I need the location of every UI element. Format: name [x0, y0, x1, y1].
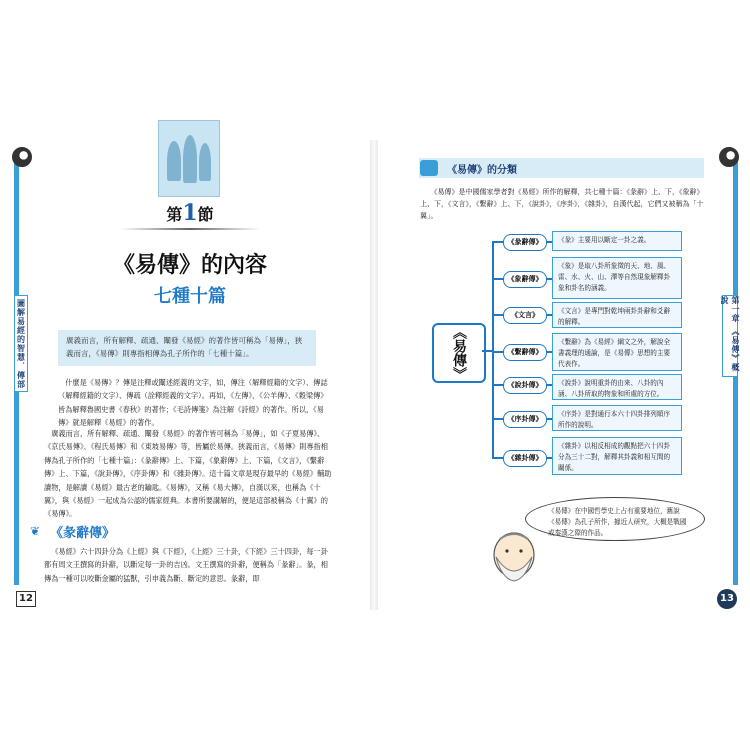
node-desc: 《序卦》是對通行本六十四卦排列順序所作的說明。: [552, 405, 682, 431]
node-desc: 《說卦》說明重卦的由來、八卦的內涵、八卦所取的物象和所處的方位。: [552, 374, 682, 400]
diagram-trunk: [482, 350, 492, 352]
yin-yang-icon: [12, 147, 32, 167]
node-desc: 《彖》主要用以斷定一卦之義。: [552, 231, 682, 251]
node-label: 《序卦傳》: [503, 411, 547, 428]
intro-box: 廣義而言，所有解釋、疏通、闡發《易經》的著作皆可稱為「易傳」，狹義而言，《易傳》則專指相傳為孔子所作的「七種十篇」。: [58, 330, 316, 366]
node-label: 《雜卦傳》: [503, 450, 547, 467]
book-gutter: [370, 140, 378, 610]
page-number-right: 13: [717, 589, 737, 609]
section-number: 第1節: [166, 200, 214, 226]
cloud-icon: [420, 160, 438, 176]
node-desc: 《文言》是專門對乾坤兩卦卦辭和爻辭的解釋。: [552, 302, 682, 328]
sage-illustration: [486, 527, 542, 583]
subsection-title: 《彖辭傳》: [50, 526, 116, 541]
node-label: 《說卦傳》: [503, 377, 547, 394]
section-illustration: [158, 120, 220, 197]
paragraph-3: 《易經》六十四卦分為《上經》與《下經》，《上經》三十卦，《下經》三十四卦，每一卦都有周文王撰寫的卦辭，以斷定每一卦的吉凶。文王撰寫的卦辭，便稱為「彖辭」。彖，相傳為一種可以咬斷金屬的猛獸，引申義為斷、斷定的意思。彖辭，即: [44, 547, 328, 583]
paragraph-2: 廣義而言，所有解釋、疏通、闡發《易經》的著作皆可稱為「易傳」，如《子夏易傳》、《京氏易傳》、《程氏易傳》和《東坡易傳》等，皆屬於易傳。狹義而言，《易傳》則專指相傳為孔子所作的「七種十篇」：《彖辭傳》上、下篇，《象辭傳》上、下篇，《文言》，《繫辭傳》上、下篇，《說卦傳》，《序卦傳》和《雜卦傳》。這十篇文章是現存最早的《易經》輔助讀物，是解讀《易經》最古老的鑰匙。《易傳》，又稱《易大傳》，自漢以來，也稱為《十翼》，與《易經》一起成為公認的儒家經典。本書所要講解的，便是這部被稱為《十翼》的《易傳》。: [44, 429, 332, 519]
yin-yang-icon: [719, 147, 739, 167]
left-side-tab: [14, 295, 28, 392]
diagram-center-node: 《易傳》: [432, 323, 486, 383]
node-label: 《彖辭傳》: [503, 234, 547, 251]
section-divider: [120, 228, 260, 230]
node-label: 《文言》: [503, 307, 547, 324]
diagram-spine: [492, 241, 494, 459]
node-label: 《象辭傳》: [503, 271, 547, 288]
page-title: 《易傳》的內容: [112, 252, 267, 278]
page-number-left: 12: [16, 591, 36, 607]
node-label: 《繫辭傳》: [503, 344, 547, 361]
paragraph-1: 什麼是《易傳》？傳是注釋或闡述經義的文字，如，傳注（解釋經籍的文字）、傳誌（解釋經籍的文字）、傳疏（詮釋經義的文字）。再如，《左傳》、《公羊傳》、《穀梁傳》皆為解釋魯國史書《春秋》的著作；《毛詩傳箋》為注解《詩經》的著作。所以，《易傳》就是解釋《易經》的著作。: [58, 378, 328, 428]
node-desc: 《繫辭》為《易經》綱文之外，解說全書義理的通論，是《易傳》思想的主要代表作。: [552, 333, 682, 371]
right-side-tab-label: 第一章 《易傳》概說: [720, 296, 740, 372]
node-desc: 《象》是取八卦所象徵的天、地、風、雷、水、火、山、澤等自然現象解釋卦象和卦名的涵義。: [552, 257, 682, 299]
left-side-tab-label: 圖解易經的智慧．傳部: [16, 298, 26, 389]
flourish-icon: ❦: [30, 524, 41, 538]
speech-bubble: 《易傳》在中國哲學史上占有重要地位，舊說《易傳》為孔子所作，據近人研究，大概是戰國或秦漢之際的作品。: [525, 497, 705, 541]
node-desc: 《雜卦》以相反相成的觀點把六十四卦分為三十二對，解釋其卦義和相互間的關係。: [552, 437, 682, 475]
page-subtitle: 七種十篇: [154, 286, 226, 307]
right-side-tab: [722, 295, 738, 377]
right-heading: 《易傳》的分類: [447, 165, 517, 176]
right-intro: 《易傳》是中國儒家學者對《易經》所作的解釋，共七種十篇：《彖辭》上、下，《象辭》上、下，《文言》，《繫辭》上、下，《說卦》，《序卦》，《雜卦》，自漢代起，它們又被稱為「十翼」。: [420, 188, 704, 220]
